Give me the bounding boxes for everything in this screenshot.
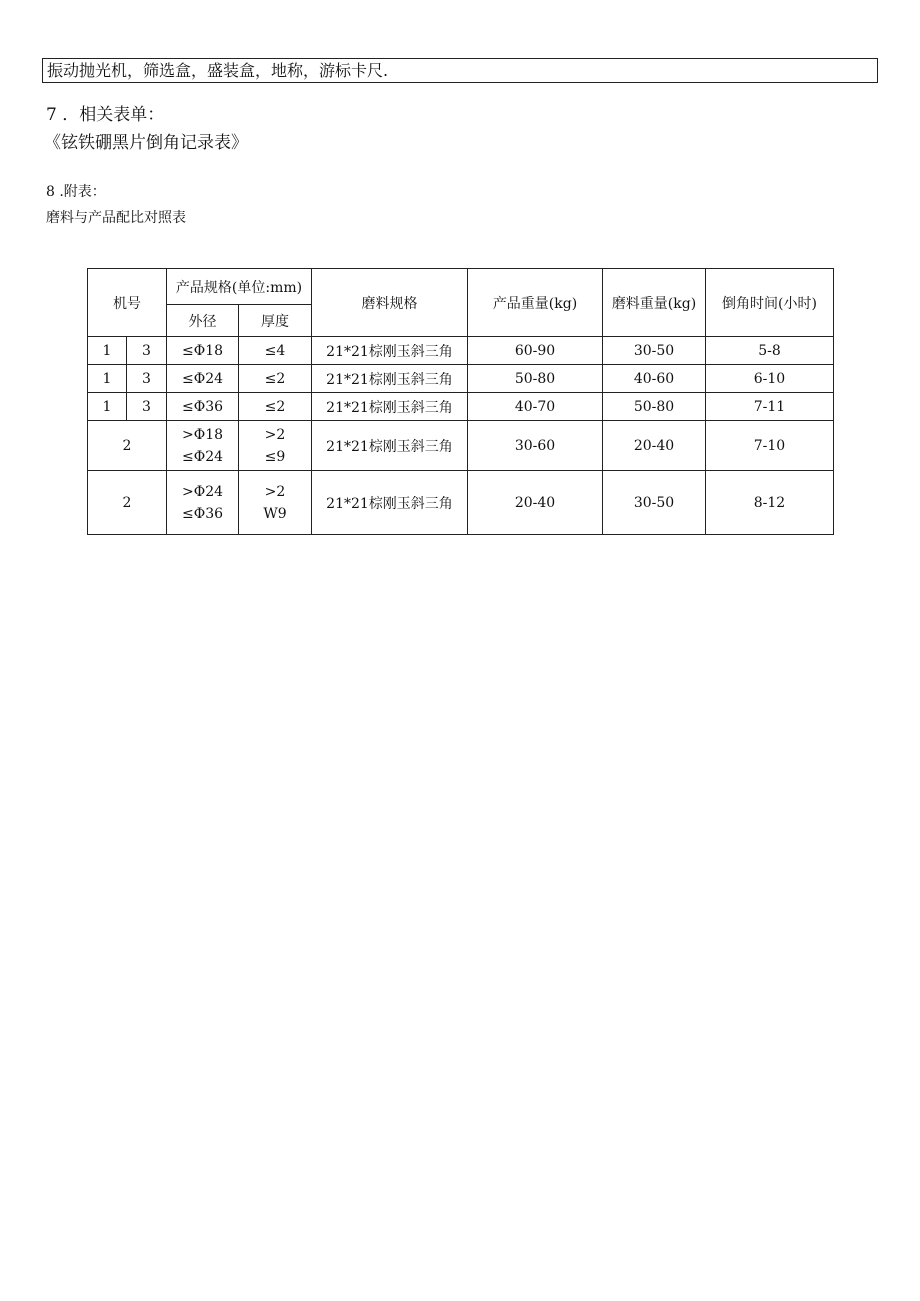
cell-chamfer-time: 7-11 (706, 393, 834, 421)
header-outer-diameter: 外径 (167, 305, 239, 337)
header-abrasive-spec: 磨料规格 (312, 269, 468, 337)
outer-diameter-upper: ≤Φ36 (181, 505, 224, 522)
cell-product-weight: 40-70 (468, 393, 603, 421)
cell-machine: 2 (88, 471, 167, 535)
outer-diameter-upper: ≤Φ24 (181, 448, 224, 465)
cell-product-weight: 20-40 (468, 471, 603, 535)
cell-product-weight: 60-90 (468, 337, 603, 365)
thickness-lower: >2 (264, 426, 286, 443)
table-row (88, 471, 834, 535)
cell-machine-a: 1 (88, 365, 127, 393)
cell-abrasive: 21*21棕刚玉斜三角 (312, 421, 468, 471)
cell-chamfer-time: 7-10 (706, 421, 834, 471)
cell-outer-diameter: ≤Φ24 (167, 365, 239, 393)
cell-machine-b: 3 (127, 393, 167, 421)
header-chamfer-time: 倒角时间(小时) (706, 269, 834, 337)
cell-thickness: ≤2 (239, 365, 312, 393)
cell-outer-diameter: ≤Φ36 (167, 393, 239, 421)
header-thickness: 厚度 (239, 305, 312, 337)
ratio-table-container (87, 268, 834, 535)
cell-abrasive-weight: 40-60 (603, 365, 706, 393)
cell-abrasive-weight: 30-50 (603, 471, 706, 535)
cell-abrasive-weight: 30-50 (603, 337, 706, 365)
cell-chamfer-time: 8-12 (706, 471, 834, 535)
cell-abrasive: 21*21棕刚玉斜三角 (312, 471, 468, 535)
thickness-upper: ≤9 (264, 448, 286, 465)
cell-machine-a: 1 (88, 393, 127, 421)
cell-abrasive-weight: 20-40 (603, 421, 706, 471)
cell-machine-b: 3 (127, 337, 167, 365)
cell-outer-diameter (167, 421, 239, 471)
cell-chamfer-time: 6-10 (706, 365, 834, 393)
header-abrasive-weight: 磨料重量(kg) (603, 269, 706, 337)
cell-machine-b: 3 (127, 365, 167, 393)
cell-thickness: ≤4 (239, 337, 312, 365)
cell-thickness: ≤2 (239, 393, 312, 421)
cell-outer-diameter: ≤Φ18 (167, 337, 239, 365)
cell-chamfer-time: 5-8 (706, 337, 834, 365)
thickness-lower: >2 (264, 483, 286, 500)
cell-abrasive-weight: 50-80 (603, 393, 706, 421)
cell-abrasive: 21*21棕刚玉斜三角 (312, 393, 468, 421)
header-product-spec: 产品规格(单位:mm) (167, 269, 312, 305)
table-row (88, 421, 834, 471)
outer-diameter-lower: >Φ18 (181, 426, 224, 443)
header-product-weight: 产品重量(kg) (468, 269, 603, 337)
table-caption: 磨料与产品配比对照表 (46, 210, 186, 226)
header-machine-no: 机号 (88, 269, 167, 337)
table-row (88, 337, 834, 365)
section-8-heading: 8 .附表： (46, 184, 106, 200)
cell-machine: 2 (88, 421, 167, 471)
cell-abrasive: 21*21棕刚玉斜三角 (312, 365, 468, 393)
abrasive-product-ratio-table (87, 268, 834, 535)
equipment-text: 振动抛光机，筛选盒，盛装盒，地称，游标卡尺. (47, 61, 389, 80)
cell-thickness (239, 421, 312, 471)
cell-product-weight: 30-60 (468, 421, 603, 471)
cell-outer-diameter (167, 471, 239, 535)
cell-thickness (239, 471, 312, 535)
equipment-list (42, 58, 878, 83)
section-7-heading: 7 ．相关表单： (46, 105, 165, 125)
thickness-upper: W9 (263, 505, 287, 522)
table-row (88, 365, 834, 393)
table-row (88, 393, 834, 421)
cell-machine-a: 1 (88, 337, 127, 365)
related-form-item: 《铉铁硼黑片倒角记录表》 (44, 133, 248, 153)
cell-abrasive: 21*21棕刚玉斜三角 (312, 337, 468, 365)
outer-diameter-lower: >Φ24 (181, 483, 224, 500)
cell-product-weight: 50-80 (468, 365, 603, 393)
